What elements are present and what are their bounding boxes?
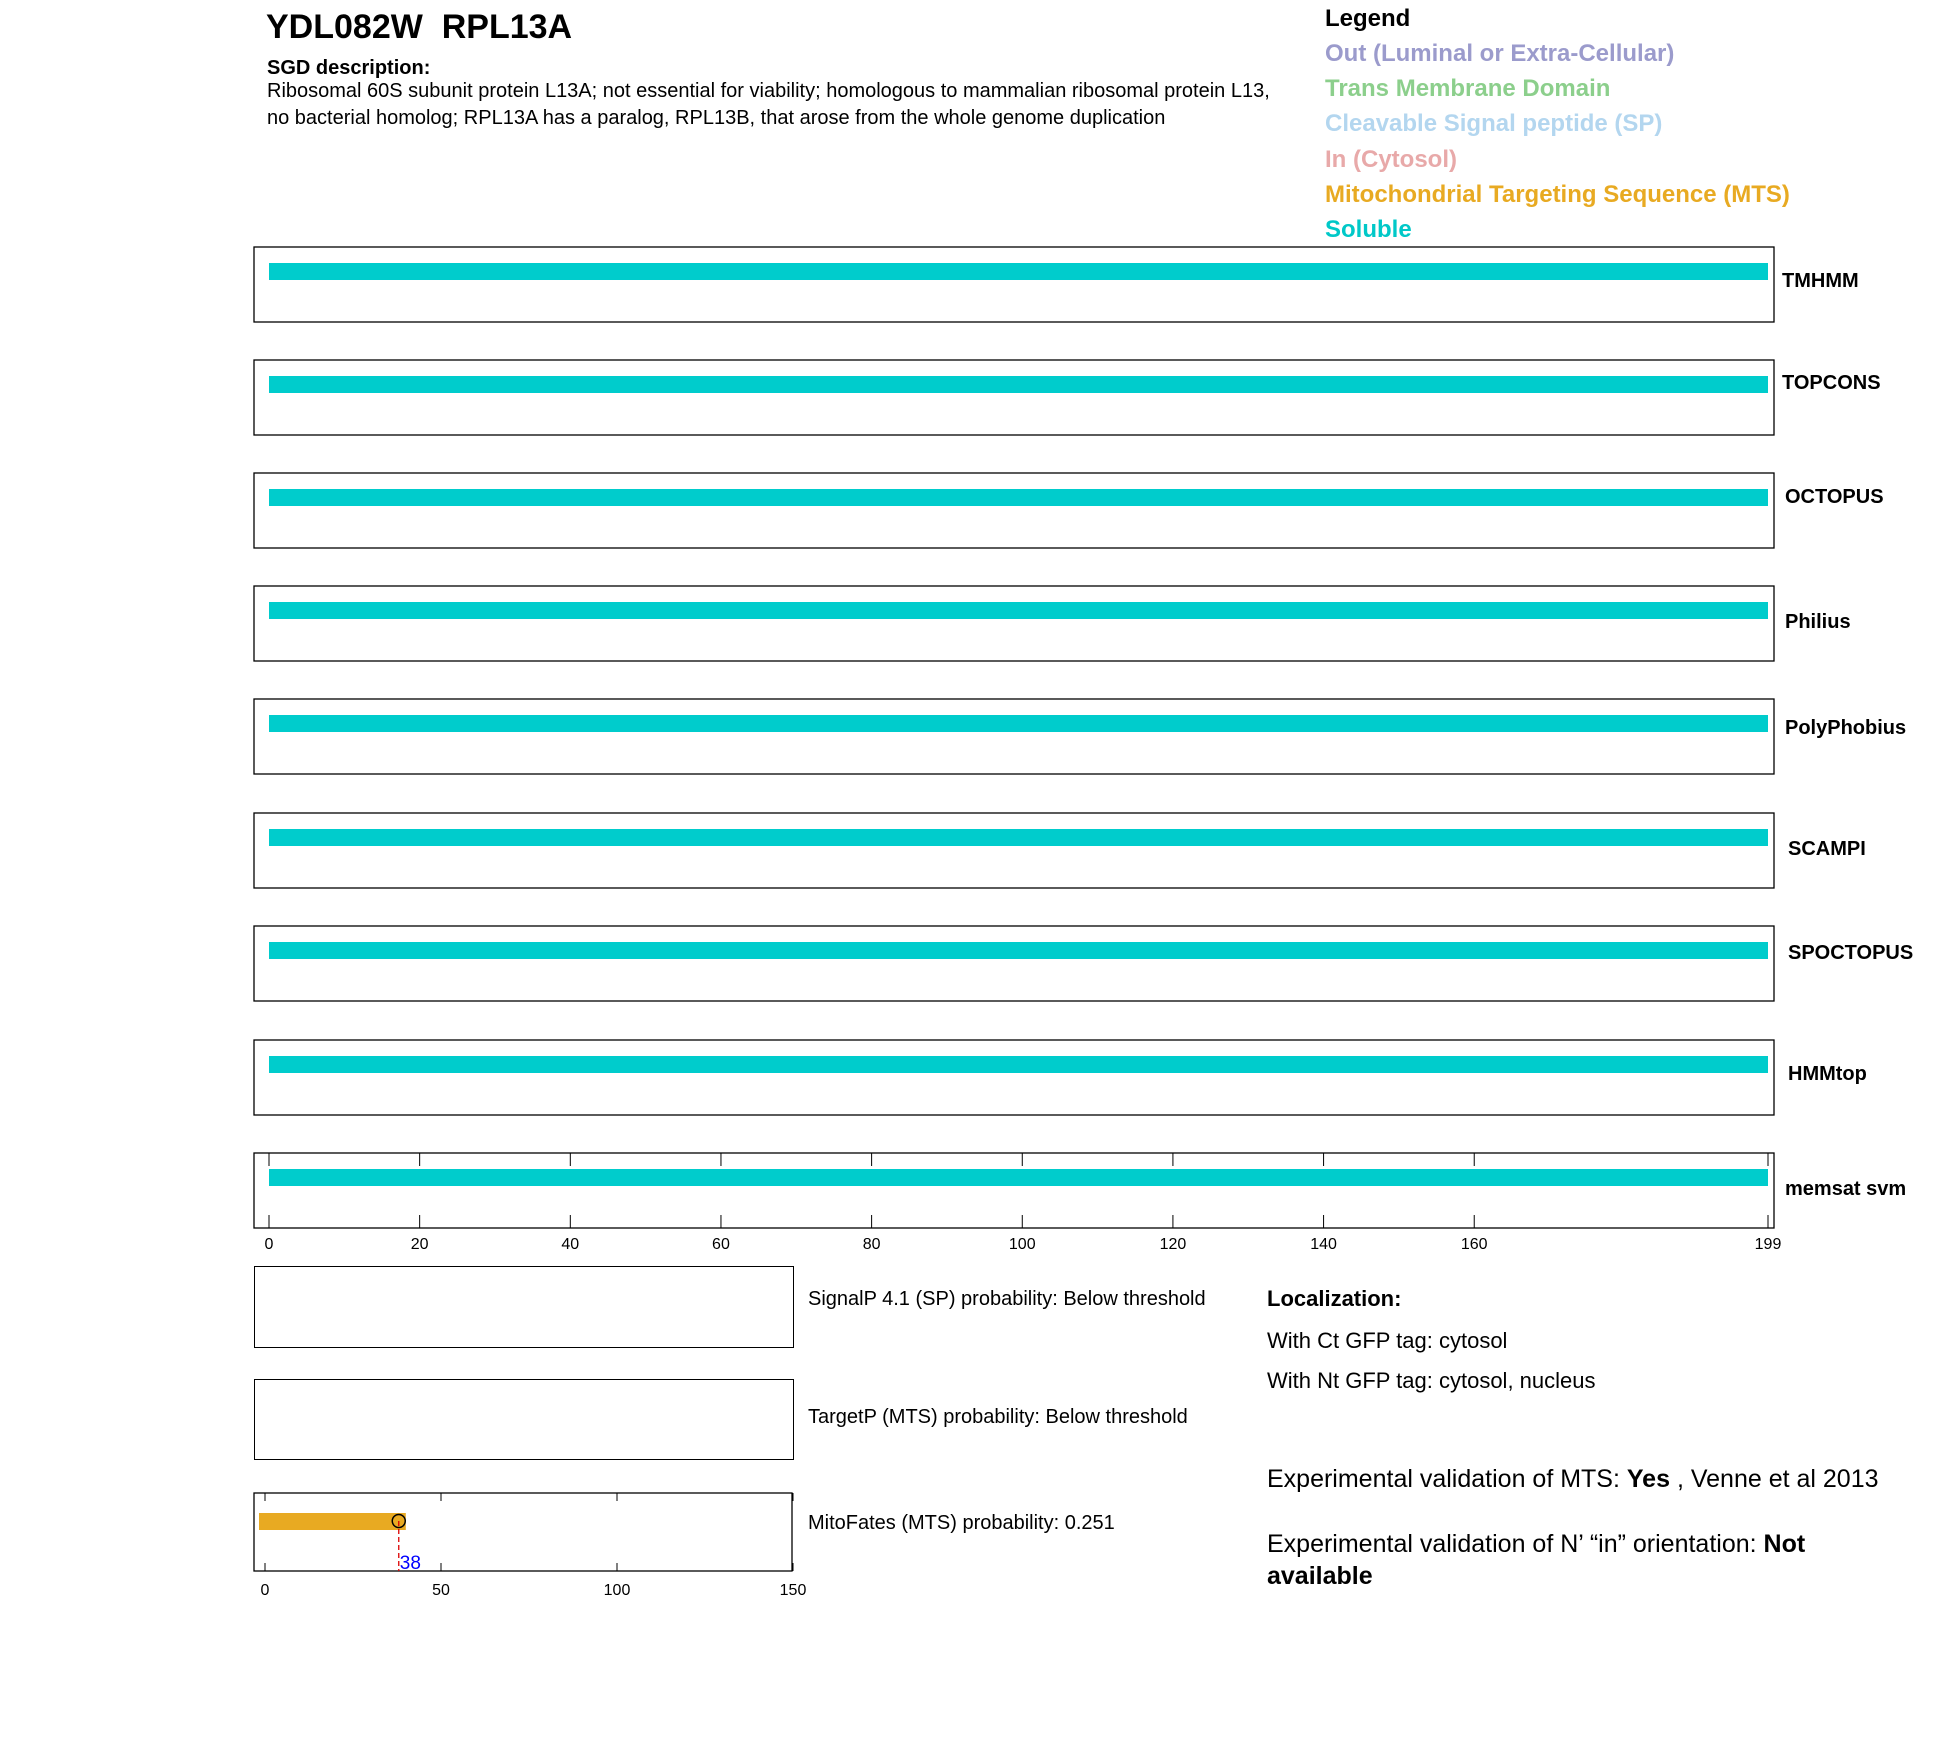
track-box-topcons — [254, 360, 1774, 435]
track-segment-spoctopus — [269, 942, 1768, 959]
mts-validation-prefix: Experimental validation of MTS: — [1267, 1465, 1627, 1493]
track-box-polyphobius — [254, 699, 1774, 774]
x-tick-label: 60 — [712, 1236, 730, 1253]
orientation-validation-prefix: Experimental validation of N’ “in” orientation: — [1267, 1530, 1764, 1558]
track-box-memsat-svm — [254, 1153, 1774, 1228]
mts-validation-value: Yes — [1626, 1465, 1670, 1493]
track-label-spoctopus: SPOCTOPUS — [1788, 942, 1914, 964]
mts-segment-bar — [259, 1513, 406, 1530]
x-tick-label: 0 — [260, 1582, 270, 1599]
localization-heading: Localization: — [1267, 1286, 1402, 1311]
signalp-box — [254, 1266, 794, 1348]
legend-title: Legend — [1325, 5, 1411, 32]
legend-item-in: In (Cytosol) — [1325, 146, 1457, 173]
targetp-box — [254, 1379, 794, 1460]
track-label-philius: Philius — [1785, 611, 1851, 633]
track-box-philius — [254, 586, 1774, 661]
mts-validation — [1267, 1463, 1907, 1495]
x-tick-label: 0 — [264, 1236, 274, 1253]
x-tick-label: 80 — [862, 1236, 881, 1253]
x-tick-label: 199 — [1754, 1236, 1782, 1253]
cleavage-site-label: 38 — [399, 1553, 421, 1574]
track-label-polyphobius: PolyPhobius — [1785, 717, 1907, 739]
legend-item-sp: Cleavable Signal peptide (SP) — [1325, 110, 1663, 137]
track-box-hmmtop — [254, 1040, 1774, 1115]
track-label-hmmtop: HMMtop — [1788, 1063, 1867, 1085]
targetp-probability: TargetP (MTS) probability: Below threshold — [808, 1406, 1188, 1428]
legend-item-soluble: Soluble — [1325, 216, 1412, 243]
track-label-tmhmm: TMHMM — [1782, 270, 1859, 292]
x-tick-label: 120 — [1159, 1236, 1187, 1253]
x-tick-label: 150 — [779, 1582, 807, 1599]
track-segment-philius — [269, 602, 1768, 619]
legend-item-mts: Mitochondrial Targeting Sequence (MTS) — [1325, 181, 1790, 208]
track-box-octopus — [254, 473, 1774, 548]
track-segment-tmhmm — [269, 263, 1768, 280]
orientation-validation — [1267, 1528, 1907, 1592]
mitofates-chart — [0, 1480, 900, 1600]
x-tick-label: 160 — [1460, 1236, 1488, 1253]
mitofates-probability: MitoFates (MTS) probability: 0.251 — [808, 1512, 1115, 1534]
track-label-memsat-svm: memsat svm — [1785, 1178, 1907, 1200]
localization-ct-gfp: With Ct GFP tag: cytosol — [1267, 1328, 1508, 1353]
sgd-description-text: Ribosomal 60S subunit protein L13A; not essential for viability; homologous to mammalian ribosomal protein L13, no bacterial homolog; RPL13A has a paralog, RPL13B, that arose from the whole genome duplication — [267, 80, 1270, 129]
x-tick-label: 40 — [561, 1236, 580, 1253]
localization-nt-gfp: With Nt GFP tag: cytosol, nucleus — [1267, 1368, 1596, 1393]
mitofates-box — [254, 1493, 792, 1571]
track-box-tmhmm — [254, 247, 1774, 322]
signalp-probability: SignalP 4.1 (SP) probability: Below threshold — [808, 1288, 1206, 1310]
legend-item-out: Out (Luminal or Extra-Cellular) — [1325, 40, 1675, 67]
x-tick-label: 20 — [410, 1236, 429, 1253]
sgd-description-heading: SGD description: — [267, 57, 431, 79]
track-segment-scampi — [269, 829, 1768, 846]
page-title: YDL082W RPL13A — [266, 8, 573, 46]
track-segment-octopus — [269, 489, 1768, 506]
x-tick-label: 100 — [603, 1582, 631, 1599]
track-box-scampi — [254, 813, 1774, 888]
track-label-scampi: SCAMPI — [1788, 838, 1866, 860]
x-tick-label: 140 — [1310, 1236, 1337, 1253]
track-label-octopus: OCTOPUS — [1785, 486, 1884, 508]
track-segment-polyphobius — [269, 715, 1768, 732]
track-segment-hmmtop — [269, 1056, 1768, 1073]
legend-item-tm: Trans Membrane Domain — [1325, 75, 1611, 102]
mts-validation-suffix: , Venne et al 2013 — [1670, 1465, 1879, 1493]
track-segment-topcons — [269, 376, 1768, 393]
orientation-validation-value: Not available — [1267, 1530, 1806, 1590]
track-segment-memsat-svm — [269, 1169, 1768, 1186]
x-tick-label: 50 — [432, 1582, 450, 1599]
x-tick-label: 100 — [1008, 1236, 1036, 1253]
track-label-topcons: TOPCONS — [1782, 372, 1881, 394]
track-box-spoctopus — [254, 926, 1774, 1001]
